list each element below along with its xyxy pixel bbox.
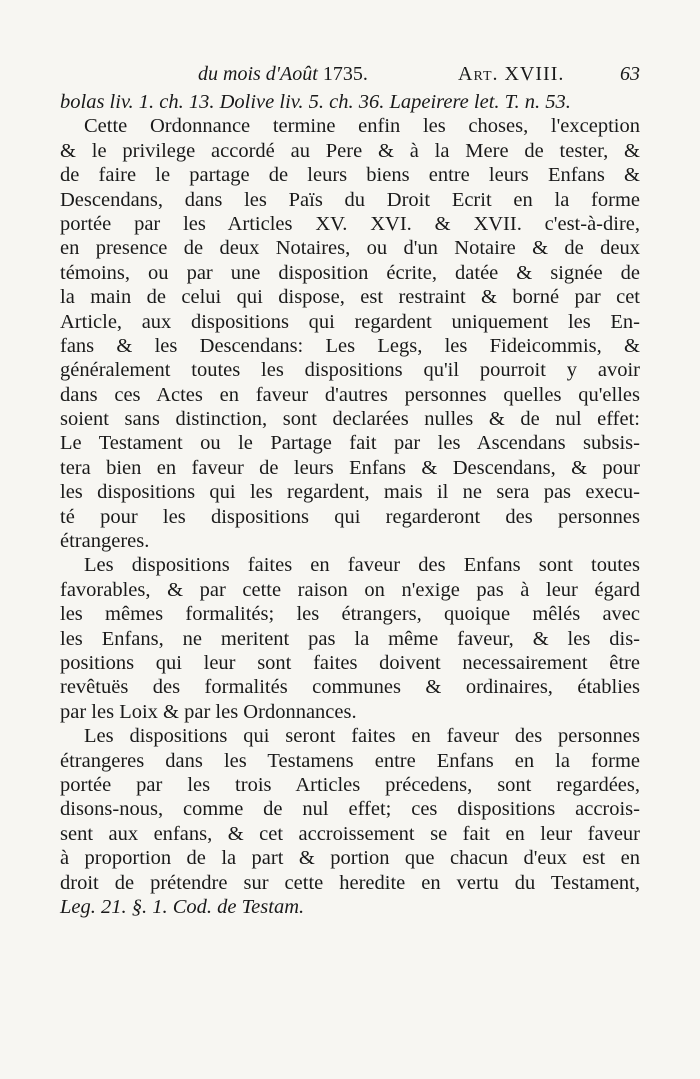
paragraph-1-line-5: portée par les Articles XV. XVI. & XVII. c'est-à-dire, xyxy=(60,212,640,235)
paragraph-1-line-2: & le privilege accordé au Pere & à la Mere de tester, & xyxy=(60,139,640,162)
paragraph-1-line-7: témoins, ou par une disposition écrite, datée & signée de xyxy=(60,261,640,284)
paragraph-2-line-6: revêtuës des formalités communes & ordinaires, établies xyxy=(60,676,640,699)
running-head-article: Art. XVIII. xyxy=(458,63,565,85)
running-head xyxy=(60,58,640,90)
paragraph-3-line-2: étrangeres dans les Testamens entre Enfans en la forme xyxy=(60,749,640,772)
paragraph-3-line-1: Les dispositions qui seront faites en faveur des personnes xyxy=(84,725,640,748)
paragraph-2-line-4: les Enfans, ne meritent pas la même faveur, & les dis- xyxy=(60,627,640,650)
paragraph-1-line-8: la main de celui qui dispose, est restraint & borné par cet xyxy=(60,286,640,309)
paragraph-1-line-10: fans & les Descendans: Les Legs, les Fideicommis, & xyxy=(60,334,640,357)
running-head-year: 1735. xyxy=(322,63,368,85)
paragraph-2-line-2: favorables, & par cette raison on n'exige pas à leur égard xyxy=(60,578,640,601)
page-number: 63 xyxy=(620,63,640,85)
paragraph-2-line-3: les mêmes formalités; les étrangers, quoique mêlés avec xyxy=(60,603,640,626)
paragraph-1-line-15: tera bien en faveur de leurs Enfans & Descendans, & pour xyxy=(60,456,640,479)
running-head-title-text: du mois d'Août xyxy=(198,63,318,85)
paragraph-2-line-1: Les dispositions faites en faveur des Enfans sont toutes xyxy=(84,554,640,577)
paragraph-1-line-9: Article, aux dispositions qui regardent uniquement les En- xyxy=(60,310,640,333)
paragraph-2-line-5: positions qui leur sont faites doivent necessairement être xyxy=(60,651,640,674)
paragraph-1-line-14: Le Testament ou le Partage fait par les Ascendans subsis- xyxy=(60,432,640,455)
paragraph-3-line-5: sent aux enfans, & cet accroissement se fait en leur faveur xyxy=(60,822,640,845)
paragraph-1-line-13: soient sans distinction, sont declarées nulles & de nul effet: xyxy=(60,408,640,431)
paragraph-3-line-3: portée par les trois Articles précedens, sont regardées, xyxy=(60,773,640,796)
body-text xyxy=(60,90,640,919)
paragraph-3-line-6: à proportion de la part & portion que chacun d'eux est en xyxy=(60,847,640,870)
paragraph-1-line-18: étrangeres. xyxy=(60,530,150,553)
paragraph-1-line-3: de faire le partage de leurs biens entre leurs Enfans & xyxy=(60,164,640,187)
paragraph-1-line-12: dans ces Actes en faveur d'autres personnes quelles qu'elles xyxy=(60,383,640,406)
citation-line: bolas liv. 1. ch. 13. Dolive liv. 5. ch. 36. Lapeirere let. T. n. 53. xyxy=(60,91,571,113)
paragraph-1-line-11: généralement toutes les dispositions qu'il pourroit y avoir xyxy=(60,359,640,382)
closing-citation: Leg. 21. §. 1. Cod. de Testam. xyxy=(60,895,305,918)
paragraph-1-line-1: Cette Ordonnance termine enfin les choses, l'exception xyxy=(84,115,640,138)
paragraph-1-line-4: Descendans, dans les Païs du Droit Ecrit en la forme xyxy=(60,188,640,211)
paragraph-2-line-7: par les Loix & par les Ordonnances. xyxy=(60,700,357,723)
paragraph-1-line-16: les dispositions qui les regardent, mais il ne sera pas execu- xyxy=(60,481,640,504)
paragraph-1-line-6: en presence de deux Notaires, ou d'un Notaire & de deux xyxy=(60,237,640,260)
paragraph-1-line-17: té pour les dispositions qui regarderont des personnes xyxy=(60,505,640,528)
paragraph-3-line-7: droit de prétendre sur cette heredite en vertu du Testament, xyxy=(60,871,640,894)
paragraph-3-line-4: disons-nous, comme de nul effet; ces dispositions accrois- xyxy=(60,798,640,821)
running-head-title xyxy=(198,58,368,90)
